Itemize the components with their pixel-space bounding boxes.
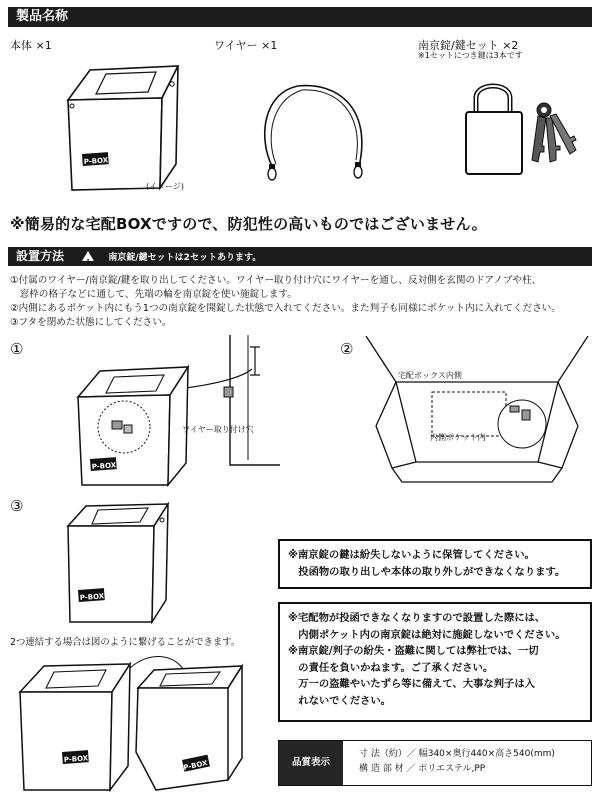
box-inside-label: 宅配ボックス内側	[398, 371, 462, 380]
brand-logo: P-BOX	[83, 156, 109, 166]
figure-2-number: ②	[340, 340, 354, 358]
notice-line: ※宅配物が投函できなくなりますので設置した際には、	[288, 612, 546, 624]
lock-label: 南京錠/鍵セット ×2	[418, 39, 519, 52]
quality-spec-table	[278, 740, 592, 786]
notice-line: ※南京錠/判子の紛失・盗難に関しては弊社では、一切	[288, 645, 539, 657]
keys-icon	[524, 100, 582, 170]
connected-boxes-illustration	[16, 652, 256, 792]
warning-icon: !	[82, 251, 94, 261]
lock-note: ※1セットにつき鍵は3本です	[418, 51, 523, 60]
inner-pocket-label: 内側ポケット内	[430, 433, 486, 442]
step-1-line-2: 窓枠の格子などに通して、先端の輪を南京錠を使い施錠します。	[10, 289, 297, 300]
wire-hole-callout: ワイヤー取り付け穴	[182, 425, 254, 434]
lock-set-warning: 南京錠/鍵セットは2セットあります。	[108, 253, 262, 263]
quality-spec-heading: 品質表示	[279, 741, 343, 785]
step-1-line-1: ①付属のワイヤー/南京錠/鍵を取り出してください。ワイヤー取り付け穴にワイヤーを通し、反対側を玄関のドアノブや柱、	[10, 275, 542, 286]
image-note: (イメージ)	[146, 182, 185, 191]
brand-logo: P-BOX	[79, 592, 105, 602]
notice-line: 内側ポケット内の南京錠は絶対に施錠しないでください。	[288, 628, 566, 641]
product-name-header: 製品名称	[8, 7, 592, 27]
figure-2-illustration	[362, 336, 592, 486]
lock-usage-notice	[278, 602, 592, 722]
box-illustration	[60, 58, 190, 198]
installation-title: 設置方法	[16, 249, 65, 263]
notice-line: ※南京錠の鍵は紛失しないように保管してください。	[288, 549, 535, 561]
spec-materials: 構 造 部 材 ／ ポリエステル,PP	[359, 764, 486, 774]
notice-line: れないでください。	[288, 694, 391, 707]
connect-note: 2つ連結する場合は図のように繋げることができます。	[10, 637, 241, 648]
figure-1-illustration	[70, 335, 280, 487]
wire-label: ワイヤー ×1	[214, 39, 278, 52]
brand-logo: P-BOX	[63, 754, 89, 764]
security-caution: ※簡易的な宅配BOXですので、防犯性の高いものではございません。	[10, 215, 487, 233]
wire-illustration	[258, 78, 378, 188]
notice-line: 万一の盗難やいたずら等に備えて、大事な判子は入	[288, 678, 535, 690]
brand-logo: P-BOX	[182, 759, 209, 772]
figure-3-illustration	[62, 502, 172, 624]
key-storage-notice	[278, 539, 592, 589]
body-label: 本体 ×1	[10, 39, 52, 52]
step-2: ②内側にあるポケット内にもう1つの南京錠を開錠した状態で入れてください。また判子も同様にポケット内に入れてください。	[10, 303, 561, 314]
installation-header	[8, 247, 592, 266]
brand-logo: P-BOX	[91, 461, 117, 471]
notice-line: の責任を負いかねます。ご了承ください。	[288, 661, 494, 674]
figure-3-number: ③	[10, 497, 24, 515]
figure-1-number: ①	[10, 340, 24, 358]
step-3: ③フタを閉めた状態にしてください。	[10, 317, 172, 328]
notice-line: 投函物の取り出しや本体の取り外しができなくなります。	[288, 565, 566, 578]
spec-dimensions: 寸 法（約）／ 幅340×奥行440×高さ540(mm)	[359, 749, 555, 759]
